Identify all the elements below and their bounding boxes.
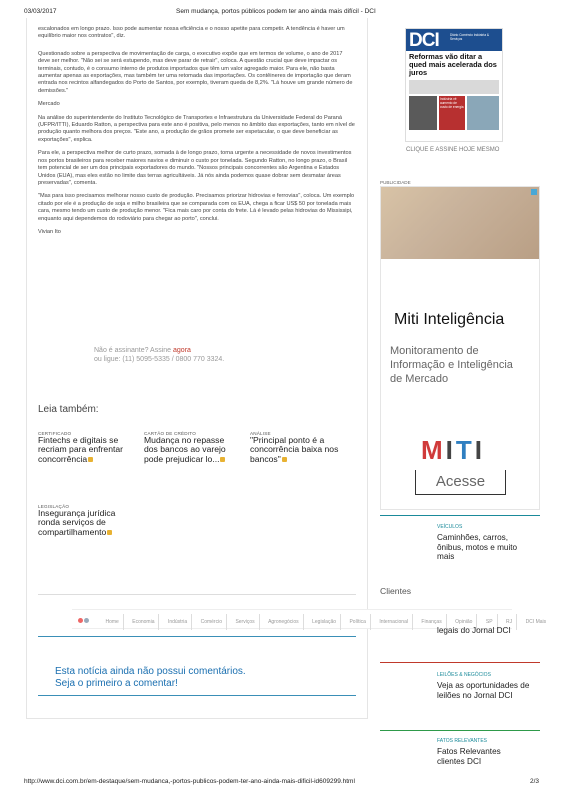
newspaper-cover[interactable]	[405, 28, 503, 142]
ad-banner[interactable]	[380, 186, 540, 510]
related-title[interactable]: Mudança no repasse dos bancos ao varejo pode prejudicar lo...	[144, 435, 226, 464]
sidebar-link[interactable]	[437, 738, 507, 766]
related-item[interactable]	[38, 431, 130, 464]
related-item[interactable]	[144, 431, 236, 464]
subscribe-box	[94, 346, 224, 364]
sidebar-link-title[interactable]: Caminhões, carros, ônibus, motos e muito mais	[437, 533, 518, 562]
newspaper-headline: Reformas vão ditar a qued mais acelerada dos juros	[409, 52, 497, 77]
nav-internacional[interactable]: Internacional	[375, 614, 413, 630]
related-item[interactable]	[250, 431, 345, 464]
article-paragraph: Questionado sobre a perspectiva de movimentação de carga, o executivo expõe que em termos de volume, o ano de 2017 deve ser melhor. "Não sei se será estupendo, mas deve parar de retrair", coloca. A questão crucial que deve impactar os terminais, contudo, é o consumo interno de produtos importados que têm um valor agregado maior. Para ele, não basta aumentar apenas as exportações, mas também ter uma retomada das importações. Os contêineres de importação que deram entrada nos recintos alfandegados do Porto de Santos, por exemplo, tiveram queda de 8,2%. "Lá houve um grande número de demissões."	[38, 50, 353, 94]
nav-industria[interactable]: Indústria	[164, 614, 192, 630]
nav-home[interactable]: Home	[101, 614, 123, 630]
ad-cta-button[interactable]: Acesse	[415, 470, 506, 495]
related-title[interactable]: Insegurança jurídica ronda serviços de compartilhamento	[38, 508, 116, 537]
newspaper-cta[interactable]: CLIQUE E ASSINE HOJE MESMO	[406, 147, 500, 153]
newspaper-photo	[467, 96, 499, 130]
miti-logo: MITI	[421, 435, 486, 465]
nav-financas[interactable]: Finanças	[417, 614, 446, 630]
nav-economia[interactable]: Economia	[128, 614, 159, 630]
nav-dci-mais[interactable]: DCI Mais	[525, 619, 547, 625]
newspaper-sub: Indústria vê aumento de custo de energia	[439, 96, 465, 130]
nav-servicos[interactable]: Serviços	[231, 614, 259, 630]
related-title[interactable]: Fintechs e digitais se recriam para enfrentar concorrência	[38, 435, 124, 464]
related-item[interactable]	[38, 504, 138, 537]
related-title[interactable]: "Principal ponto é a concorrência baixa nos bancos"	[250, 435, 339, 464]
lock-icon	[282, 457, 287, 462]
article-paragraph: "Mas para isso precisamos melhorar nosso custo de produção. Precisamos priorizar hidrovias e ferrovias", coloca. Um exemplo citado por ele é a produção de soja e milho brasileira que se comparada com os EUA, chega a ficar US$ 50 por tonelada mais cara, mesmo tendo um custo de produção menor. "Fica mais caro por conta do frete. Lá é levado pelas hidrovias do Mississipi, enquanto aqui dependemos do rodoviário para chegar ao porto", conclui.	[38, 193, 355, 222]
divider	[380, 515, 540, 516]
related-heading: Leia também:	[38, 404, 99, 415]
nav-sp[interactable]: SP	[482, 614, 498, 630]
print-title: Sem mudança, portos públicos podem ter ano ainda mais difícil - DCI	[176, 8, 376, 15]
ad-label: PUBLICIDADE	[380, 180, 411, 185]
related-category: ANÁLISE	[250, 431, 271, 436]
sidebar-link-title[interactable]: legais do Jornal DCI	[437, 626, 511, 635]
sidebar-link-category: VEÍCULOS	[437, 524, 463, 530]
lock-icon	[107, 530, 112, 535]
sidebar-link[interactable]	[437, 626, 511, 636]
divider	[38, 695, 356, 696]
nav-opiniao[interactable]: Opinião	[451, 614, 477, 630]
ad-title: Miti Inteligência	[394, 311, 505, 328]
section-heading: Mercado	[38, 101, 60, 108]
divider	[380, 730, 540, 731]
author: Vivian Ito	[38, 228, 61, 235]
clientes-label: Clientes	[380, 586, 412, 596]
ad-photo	[381, 187, 539, 259]
ad-info-icon[interactable]	[531, 189, 537, 195]
newspaper-brand: DCI	[409, 30, 439, 51]
lock-icon	[88, 457, 93, 462]
divider	[38, 636, 356, 637]
related-category: LEGISLAÇÃO	[38, 504, 70, 509]
nav-rj[interactable]: RJ	[502, 614, 517, 630]
print-url: http://www.dci.com.br/em-destaque/sem-mudanca,-portos-publicos-podem-ter-ano-ainda-mais-dificil-id609299.html	[24, 778, 355, 785]
article-paragraph: Na análise do superintendente do Instituto Tecnológico de Transportes e Infraestrutura da Universidade Federal do Paraná (UFPR/ITTI), Eduardo Ratton, a perspectiva para este ano é positiva, pelo menos no âmbito das exportações, tanto em nível de produção quanto melhora dos preços. "Este ano, a produção de grãos promete ser espetacular, o que deve beneficiar as exportações", explica.	[38, 114, 355, 143]
sidebar-link-category: FATOS RELEVANTES	[437, 738, 488, 744]
sidebar-link-title[interactable]: Veja as oportunidades de leilões no Jornal DCI	[437, 681, 530, 700]
comments-empty	[55, 666, 246, 689]
subscribe-phone: ou ligue: (11) 5095-5335 / 0800 770 3324.	[94, 356, 225, 363]
sidebar-link[interactable]	[437, 524, 532, 562]
article-paragraph: escalonados em longo prazo. Isso pode aumentar nossa eficiência e o nosso apetite para competir. A tendência é haver um equilíbrio maior nos contratos", diz.	[38, 26, 345, 40]
related-category: CARTÃO DE CRÉDITO	[144, 431, 196, 436]
nav-legislacao[interactable]: Legislação	[308, 614, 341, 630]
divider	[38, 594, 356, 595]
newspaper-photo-strip	[409, 80, 499, 94]
logo-dots-icon[interactable]	[72, 614, 97, 630]
newspaper-masthead	[406, 29, 502, 51]
comments-line1: Esta notícia ainda não possui comentários.	[55, 666, 246, 677]
nav-politica[interactable]: Política	[345, 614, 370, 630]
newspaper-photo	[409, 96, 437, 130]
sidebar-link-category: LEILÕES & NEGÓCIOS	[437, 672, 491, 678]
nav-agronegocios[interactable]: Agronegócios	[264, 614, 304, 630]
lock-icon	[220, 457, 225, 462]
related-category: CERTIFICADO	[38, 431, 72, 436]
subscribe-prefix: Não é assinante? Assine	[94, 347, 172, 354]
print-page: 2/3	[530, 778, 540, 785]
nav-comercio[interactable]: Comércio	[197, 614, 227, 630]
sidebar-link[interactable]	[437, 672, 532, 700]
divider	[380, 662, 540, 663]
comments-line2: Seja o primeiro a comentar!	[55, 677, 178, 689]
sidebar-link-title[interactable]: Fatos Relevantes clientes DCI	[437, 747, 501, 766]
subscribe-link[interactable]: agora	[173, 347, 191, 354]
print-date: 03/03/2017	[24, 8, 57, 15]
article-paragraph: Para ele, a perspectiva melhor de curto prazo, somada à de longo prazo, torna urgente a necessidade de novos investimentos nos portos brasileiros para receber maiores navios e diminuir o custo por tonelada. Segundo Ratton, no longo prazo, o Brasil tem potencial de ser um dos principais exportadores do mundo. "Nossos principais concorrentes são Argentina e Estados Unidos (EUA), mas eles estão no limite das terras agricultáveis. Já nós ainda podemos quase dobrar sem desmatar áreas preservadas", comenta.	[38, 150, 352, 186]
ad-description: Monitoramento de Informação e Inteligência de Mercado	[390, 345, 513, 385]
article-body	[38, 26, 356, 242]
newspaper-tagline: Diário Comércio Indústria & Serviços	[450, 33, 489, 41]
